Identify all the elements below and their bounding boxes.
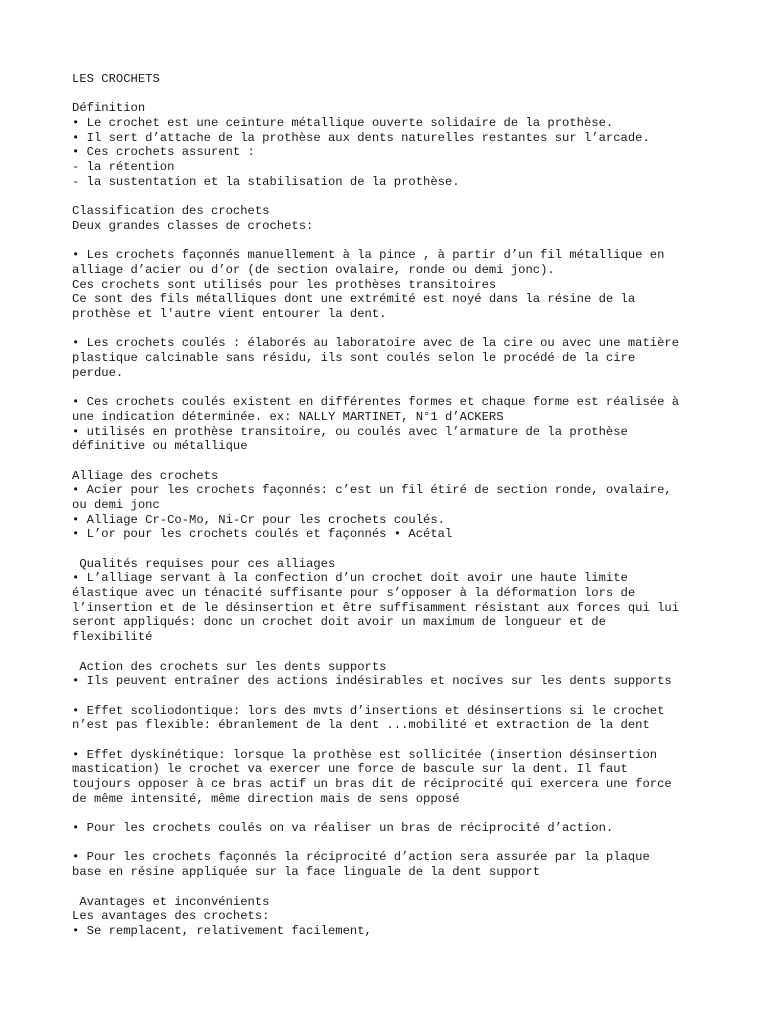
text-line: • Les crochets façonnés manuellement à la pince , à partir d’un fil métallique en	[72, 248, 665, 263]
text-line: élastique avec un ténacité suffisante pour s’opposer à la déformation lors de	[72, 586, 636, 601]
blank-line	[72, 733, 722, 748]
text-line: définitive ou métallique	[72, 439, 248, 454]
text-line: • L’alliage servant à la confection d’un crochet doit avoir une haute limite	[72, 571, 628, 586]
text-line: • L’or pour les crochets coulés et façonnés • Acétal	[72, 527, 453, 542]
text-line: Deux grandes classes de crochets:	[72, 218, 314, 233]
text-line: plastique calcinable sans résidu, ils sont coulés selon le procédé de la cire	[72, 351, 636, 366]
text-line: Qualités requises pour ces alliages	[72, 556, 336, 571]
text-line: • Effet scoliodontique: lors des mvts d’insertions et désinsertions si le crochet	[72, 703, 665, 718]
text-line: LES CROCHETS	[72, 72, 160, 86]
text-line: une indication déterminée. ex: NALLY MARTINET, N°1 d’ACKERS	[72, 409, 504, 424]
text-line: Ces crochets sont utilisés pour les prothèses transitoires	[72, 277, 497, 292]
text-line: Avantages et inconvénients	[72, 894, 270, 909]
text-line: • Les crochets coulés : élaborés au laboratoire avec de la cire ou avec une matière	[72, 336, 680, 351]
blank-line	[72, 645, 722, 660]
text-line: flexibilité	[72, 630, 153, 645]
text-line: • Pour les crochets coulés on va réaliser un bras de réciprocité d’action.	[72, 821, 614, 836]
text-line: Action des crochets sur les dents supports	[72, 659, 387, 674]
blank-line	[72, 836, 722, 851]
text-line: Ce sont des fils métalliques dont une extrémité est noyé dans la résine de la	[72, 292, 636, 307]
text-line: - la sustentation et la stabilisation de la prothèse.	[72, 174, 460, 189]
text-line: mastication) le crochet va exercer une force de bascule sur la dent. Il faut	[72, 762, 628, 777]
text-line: ou demi jonc	[72, 497, 160, 512]
text-line: • Ces crochets coulés existent en différentes formes et chaque forme est réalisée à	[72, 395, 680, 410]
text-line: Classification des crochets	[72, 204, 270, 219]
text-line: de même intensité, même direction mais de sens opposé	[72, 791, 460, 806]
text-line: alliage d’acier ou d’or (de section ovalaire, ronde ou demi jonc).	[72, 262, 555, 277]
blank-line	[72, 190, 722, 205]
document-body	[72, 72, 722, 939]
text-line: Définition	[72, 101, 146, 116]
blank-line	[72, 380, 722, 395]
text-line: • Il sert d’attache de la prothèse aux dents naturelles restantes sur l’arcade.	[72, 130, 650, 145]
text-line: n’est pas flexible: ébranlement de la dent ...mobilité et extraction de la dent	[72, 718, 650, 733]
text-line: toujours opposer à ce bras actif un bras dit de réciprocité qui exercera une force	[72, 777, 672, 791]
text-line: • Se remplacent, relativement facilement,	[72, 923, 372, 938]
text-line: • Effet dyskinétique: lorsque la prothèse est sollicitée (insertion désinsertion	[72, 747, 658, 762]
text-line: • Alliage Cr-Co-Mo, Ni-Cr pour les crochets coulés.	[72, 512, 445, 527]
text-line: seront appliqués: donc un crochet doit avoir un maximum de longueur et de	[72, 615, 606, 630]
text-line: • Le crochet est une ceinture métallique ouverte solidaire de la prothèse.	[72, 116, 614, 131]
blank-line	[72, 806, 722, 821]
text-line: • Ils peuvent entraîner des actions indésirables et nocives sur les dents supports	[72, 674, 672, 689]
text-line: • Ces crochets assurent :	[72, 145, 255, 160]
text-line: • utilisés en prothèse transitoire, ou coulés avec l’armature de la prothèse	[72, 424, 628, 439]
blank-line	[72, 542, 722, 557]
text-line: base en résine appliquée sur la face linguale de la dent support	[72, 865, 541, 880]
text-line: Alliage des crochets	[72, 468, 219, 483]
text-line: Les avantages des crochets:	[72, 909, 270, 924]
text-line: perdue.	[72, 365, 124, 380]
blank-line	[72, 454, 722, 469]
blank-line	[72, 322, 722, 337]
text-line: l’insertion et de le désinsertion et être suffisamment résistant aux forces qui lui	[72, 600, 680, 615]
blank-line	[72, 689, 722, 704]
text-line: • Acier pour les crochets façonnés: c’est un fil étiré de section ronde, ovalaire,	[72, 483, 672, 498]
text-line: - la rétention	[72, 160, 175, 175]
blank-line	[72, 234, 722, 249]
blank-line	[72, 880, 722, 895]
text-line: prothèse et l'autre vient entourer la dent.	[72, 307, 387, 321]
text-line: • Pour les crochets façonnés la réciprocité d’action sera assurée par la plaque	[72, 850, 650, 865]
blank-line	[72, 87, 722, 102]
